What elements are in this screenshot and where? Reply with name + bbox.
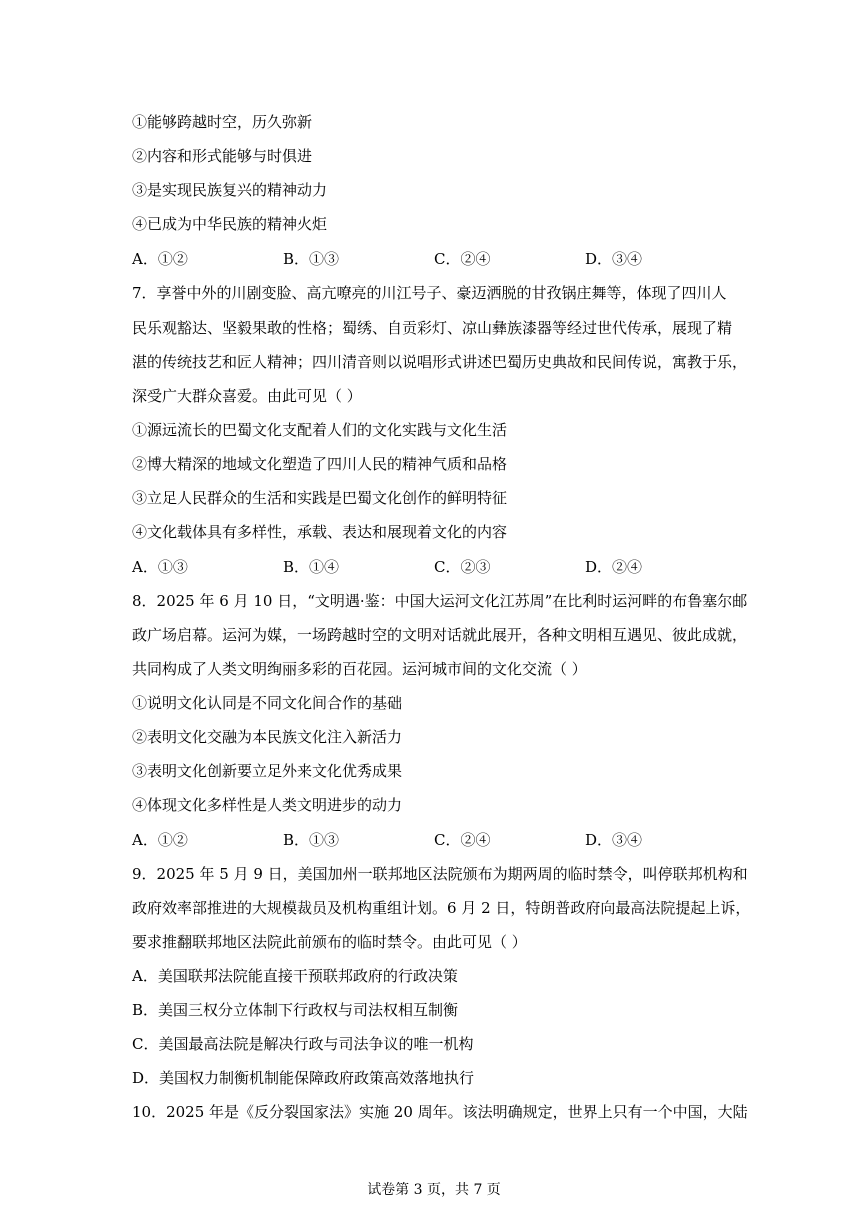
q7-item-4: ④文化载体具有多样性，承载、表达和展现着文化的内容 [132, 523, 508, 541]
q9-choice-b: B．美国三权分立体制下行政权与司法权相互制衡 [132, 1001, 459, 1019]
q9-choice-a: A．美国联邦法院能直接干预联邦政府的行政决策 [132, 967, 458, 985]
q7-item-1: ①源远流长的巴蜀文化支配着人们的文化实践与文化生活 [132, 421, 508, 439]
q6-option-a: A．①② [132, 250, 188, 268]
q6-option-b: B．①③ [283, 250, 340, 268]
q8-item-2: ②表明文化交融为本民族文化注入新活力 [132, 728, 403, 746]
q8-stem-line-2: 政广场启幕。运河为媒，一场跨越时空的文明对话就此展开，各种文明相互遇见、彼此成就， [132, 626, 748, 644]
q8-item-1: ①说明文化认同是不同文化间合作的基础 [132, 694, 403, 712]
q7-option-a: A．①③ [132, 558, 188, 576]
q8-option-a: A．①② [132, 831, 188, 849]
q6-option-d: D．③④ [585, 250, 643, 268]
q6-item-4: ④已成为中华民族的精神火炬 [132, 215, 328, 233]
page-footer: 试卷第 3 页，共 7 页 [367, 1182, 501, 1198]
q7-item-3: ③立足人民群众的生活和实践是巴蜀文化创作的鲜明特征 [132, 489, 508, 507]
q8-stem-line-3: 共同构成了人类文明绚丽多彩的百花园。运河城市间的文化交流（ ） [132, 660, 587, 678]
q8-option-d: D．③④ [585, 831, 643, 849]
q6-options [132, 249, 742, 269]
q9-stem-line-1: 9．2025 年 5 月 9 日，美国加州一联邦地区法院颁布为期两周的临时禁令，叫停联邦机构和 [132, 865, 748, 883]
q8-option-b: B．①③ [283, 831, 340, 849]
q8-item-4: ④体现文化多样性是人类文明进步的动力 [132, 796, 403, 814]
q7-stem-line-2: 民乐观豁达、坚毅果敢的性格；蜀绣、自贡彩灯、凉山彝族漆器等经过世代传承，展现了精 [132, 319, 733, 337]
q7-option-d: D．②④ [585, 558, 643, 576]
q6-option-c: C．②④ [434, 250, 491, 268]
q7-option-b: B．①④ [283, 558, 340, 576]
q7-options [132, 557, 742, 577]
q6-item-2: ②内容和形式能够与时俱进 [132, 147, 313, 165]
q8-option-c: C．②④ [434, 831, 491, 849]
q8-options [132, 830, 742, 850]
q7-stem-line-3: 湛的传统技艺和匠人精神；四川清音则以说唱形式讲述巴蜀历史典故和民间传说，寓教于乐， [132, 353, 748, 371]
q8-item-3: ③表明文化创新要立足外来文化优秀成果 [132, 762, 403, 780]
q6-item-1: ①能够跨越时空，历久弥新 [132, 113, 313, 131]
q6-item-3: ③是实现民族复兴的精神动力 [132, 181, 328, 199]
q7-item-2: ②博大精深的地域文化塑造了四川人民的精神气质和品格 [132, 455, 508, 473]
q9-choice-c: C．美国最高法院是解决行政与司法争议的唯一机构 [132, 1035, 474, 1053]
q8-stem-line-1: 8．2025 年 6 月 10 日，“文明遇·鉴：中国大运河文化江苏周”在比利时运河畔的布鲁塞尔邮 [132, 592, 748, 610]
q7-stem-line-4: 深受广大群众喜爱。由此可见（ ） [132, 387, 362, 405]
q9-stem-line-2: 政府效率部推进的大规模裁员及机构重组计划。6 月 2 日，特朗普政府向最高法院提起上诉， [132, 899, 751, 917]
q7-option-c: C．②③ [434, 558, 491, 576]
q10-stem-line-1: 10．2025 年是《反分裂国家法》实施 20 周年。该法明确规定，世界上只有一个中国，大陆 [132, 1103, 748, 1121]
q9-stem-line-3: 要求推翻联邦地区法院此前颁布的临时禁令。由此可见（ ） [132, 933, 527, 951]
q7-stem-line-1: 7．享誉中外的川剧变脸、高亢嘹亮的川江号子、豪迈洒脱的甘孜锅庄舞等，体现了四川人 [132, 284, 727, 302]
q9-choice-d: D．美国权力制衡机制能保障政府政策高效落地执行 [132, 1069, 475, 1087]
